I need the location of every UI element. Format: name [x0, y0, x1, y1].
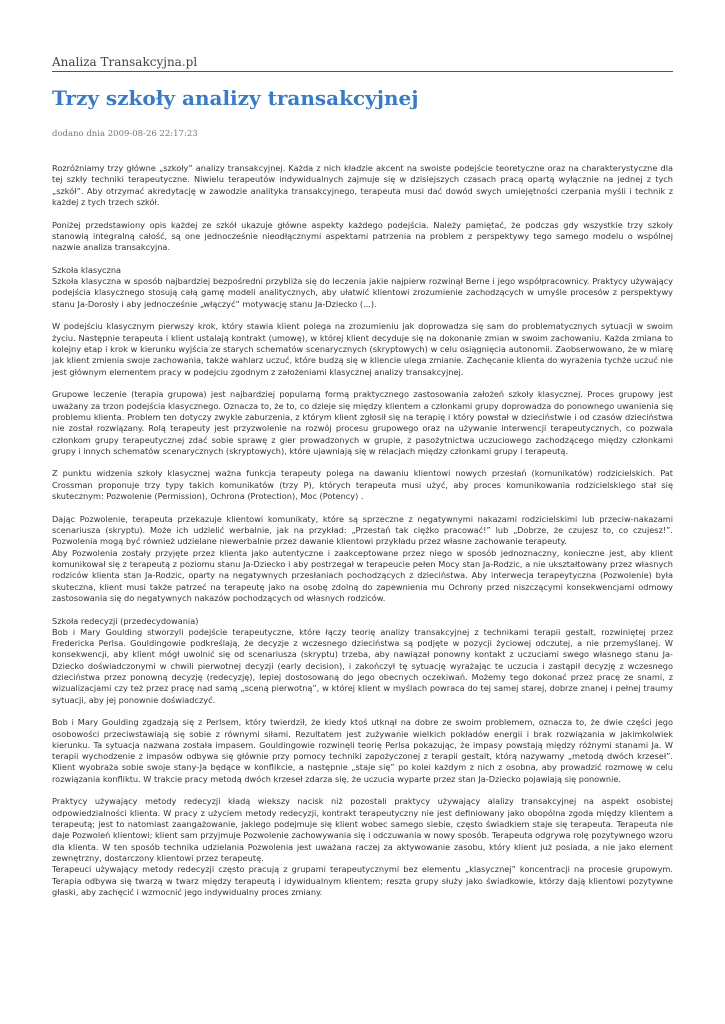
paragraph-group-therapy: Grupowe leczenie (terapia grupowa) jest najbardziej popularną formą praktycznego zastosowania założeń szkoły klasycznej. Proces grupowy jest uważany za trzon podejścia klasycznego. Oznacza to, że to, co dzieje się między klientem a członkami grupy doprowadza do ponownego uwanienia się problemu klienta. Problem ten dotyczy zwykle zaburzenia, z którym klient zgłosił się na terapię i który powstał w dzieciństwie i od czasów dzieciństwa nie został rozwiązany. Rolą terapeuty jest przyzwolenie na rozwój procesu grupowego oraz na używanie interwencji terapeutycznych, co pozwala członkom grupy terapeutycznej zdać sobie sprawę z gier prowadzonych w grupie, z pasożytnictwa uczuciowego zachodzącego między członkami grupy i innych schematów scenarycznych (skryptowych), które ujawniają się w relacjach między członkami grupy i terapeutą. — [52, 389, 673, 456]
article-body — [52, 163, 673, 910]
paragraph-impasse: Bob i Mary Goulding zgadzają się z Perlsem, który twierdził, że kiedy ktoś utknął na dobre ze swoim problemem, oznacza to, że dwie części jego osobowości przeciwstawiają się sobie z równymi siłami. Rezultatem jest zużywanie wielkich pokładów energii i brak rozwiązania w jakimkolwiek kierunku. Ta sytuacja nazwana została impasem. Gouldingowie rozwinęli teorię Perlsa pokazując, że impasy powstają między różnymi stanami Ja. W terapii wychodzenie z impasów odbywa się głównie przy pomocy techniki zapożyczonej z terapii gestalt, którą nazywamy „metodą dwóch krzeseł”. Klient wyobraża sobie swoje stany-Ja będące w konflikcie, a następnie „staje się” po kolei każdym z nich z osobna, aby prowadzić rozmowę w celu rozwiązania konfliktu. W trakcie pracy metodą dwóch krzeseł zdarza się, że uczucia wyparte przez stan Ja-Dziecko pojawiają się ponownie. — [52, 717, 673, 784]
paragraph-group-redecision: Terapeuci używający metody redecyzji często pracują z grupami terapeutycznymi bez elementu „klasycznej” koncentracji na procesie grupowym. Terapia odbywa się twarzą w twarz między terapeutą i idywidualnym klientem; reszta grupy służy jako świadkowie, którzy dają klientowi pozytywne głaski, aby zachęcić i wzmocnić jego indywidualny proces zmiany. — [52, 864, 673, 897]
paragraph-three-p: Z punktu widzenia szkoły klasycznej ważna funkcja terapeuty polega na dawaniu klientowi nowych przesłań (komunikatów) rodzicielskich. Pat Crossman proponuje trzy typy takich komunikatów (trzy P), których terapeuta musi użyć, aby proces komunikowania rodzicielskiego stał się skutecznym: Pozwolenie (Permission), Ochrona (Protection), Moc (Potency) . — [52, 468, 673, 502]
article-title: Trzy szkoły analizy transakcyjnej — [52, 86, 419, 110]
section-heading-redecision: Szkoła redecyzji (przedecydowania) — [52, 615, 199, 626]
paragraph-classic-intro: Szkoła klasyczna w sposób najbardziej bezpośredni przybliża się do leczenia jakie najpierw rozwinął Berne i jego współpracownicy. Praktycy używający podejścia klasycznego stosują całą gamę modeli analitycznych, aby ułatwić klientowi zrozumienie zachodzących w umyśle procesów z perspektywy stanu Ja-Dorosły i aby jednocześnie „włączyć” motywację stanu Ja-Dziecko (...). — [52, 276, 673, 309]
site-title: Analiza Transakcyjna.pl — [52, 55, 198, 69]
paragraph-responsibility: Praktycy używający metody redecyzji kładą wiekszy nacisk niż pozostali praktycy używający alalizy transakcyjnej na aspekt osobistej odpowiedzialności klienta. W pracy z użyciem metody redecyzji, kontrakt terapeutyczny nie jest definiowany jako obopólna zgoda między klientem a terapeutą; jest to natomiast zaangażowanie, jakiego podejmuje się klient wobec samego siebie, często świadkiem staje się terapeuta. Terapeuta nie daje Pozwoleń klientowi; klient sam przyjmuje Pozwolenie zachowywania się i odczuwania w nowy sposób. Terapeuta odgrywa rolę pozytywnego wzoru dla klienta. W ten sposób technika udzielania Pozwolenia jest uważana raczej za aktywowanie zasobu, który klient już posiada, a nie jako element zewnętrzny, dostarczony klientowi przez terapeutę. — [52, 796, 673, 863]
publish-date: dodano dnia 2009-08-26 22:17:23 — [52, 129, 198, 139]
paragraph-classic-steps: W podejściu klasycznym pierwszy krok, który stawia klient polega na zrozumieniu jak doprowadza się sam do problematycznych sytuacji w swoim życiu. Następnie terapeuta i klient ustalają kontrakt (umowę), w której klient decyduje się na dokonanie zmian w swoim zachowaniu. Każda zmiana to kolejny etap i krok w kierunku wyjścia ze starych schematów scenarycznych (skryptowych) w celu osiągnięcia autonomii. Zaobserwowano, że w miarę jak klient zmienia swoje zachowania, także wahlarz uczuć, które budzą się w kliencie ulega zmianie. Zachęcanie klienta do wyrażenia tychże uczuć nie jest głównym elementem pracy w podejciu zgodnym z założeniami klasycznej analizy transakcyjnej. — [52, 321, 673, 377]
paragraph-overview: Poniżej przedstawiony opis każdej ze szkół ukazuje główne aspekty każdego podejścia. Należy pamiętać, że podczas gdy wszystkie trzy szkoły stanowią integralną całość, są one jednocześnie nieodłącznymi aspektami patrzenia na problem z perspektywy tego samego modelu o wspólnej nazwie analiza transakcyjna. — [52, 219, 673, 253]
header-divider — [52, 71, 673, 72]
paragraph-permission-acceptance: Aby Pozwolenia zostały przyjęte przez klienta jako autentyczne i zaakceptowane przez niego w sposób jednoznaczny, konieczne jest, aby klient komunikował się z terapeutą z poziomu stanu Ja-Dziecko i aby postrzegał w terapeucie pełen Mocy stan Ja-Rodzic, a nie ukształtowany przez własnych rodziców klienta stan Ja-Rodzic, oparty na negatywnych przesłaniach pochodzących z dzieciństwa. Aby interwecja terapeytyczna (Pozwolenie) była skuteczna, klient musi także patrzeć na terapeutę jako na osobę zdolną do zapewnienia mu Ochrony przed niszczącymi konsekwencjami odmowy zastosowania się do negatywnych nakazów pochodzących od własnych rodziców. — [52, 547, 673, 603]
section-heading-classic: Szkoła klasyczna — [52, 264, 122, 275]
paragraph-permission: Dając Pozwolenie, terapeuta przekazuje klientowi komunikaty, które są sprzeczne z negatywnymi nakazami rodzicielskimi lub przeciw-nakazami scenariusza (skryptu). Może ich udzielić werbalnie, jak na przykład: „Przestań tak ciężko pracować!” lub „Dobrze, że czujesz to, co czujesz!”. Pozwolenia mogą być również udzielane niewerbalnie przez dawanie klientowi przykładu przez własne zachowanie terapeuty. — [52, 513, 673, 547]
paragraph-intro: Rozróżniamy trzy główne „szkoły” analizy transakcyjnej. Każda z nich kładzie akcent na swoiste podejście teoretyczne oraz na charakterystyczne dla tej szkły techniki terapeutyczne. Niwielu terapeutów indywidualnych zajmuje się w dzisiejszych czasach pracą opartą wyłącznie na jednej z tych „szkół”. Aby otrzymać akredytację w zawodzie analityka transakcyjnego, terapeuta musi dać dowód swych umiejętności czerpania myśli i technik z każdej z tych trzech szkół. — [52, 163, 673, 207]
paragraph-redecision-intro: Bob i Mary Goulding stworzyli podejście terapeutyczne, które łączy teorię analizy transakcyjnej z technikami terapii gestalt, rozwiniętej przez Fredericka Perlsa. Gouldingowie podkreślają, że decyzje z wczesnego dzieciństwa są podjęte w pozycji życiowej odczutej, a nie przemyślanej. W konsekwencji, aby klient mógł uwolnić się od scenariusza (skryptu) trzeba, aby nawiązał ponowny kontakt z uczuciami swego własnego stanu Ja-Dziecko doświadczonymi w chwili pierwotnej decyzji (early decision), i zakończył tę sytuację wyrażając te uczucia i zastąpił decyzję z wczesnego dzieciństwa przez ponowną decyzję (redecyzję), lepiej dostosowaną do jego obecnych oczekiwań. Możemy tego dokonać przez pracę ze snami, z wizualizacjami czy też przez pracę nad samą „sceną pierwotną”, w której klient w myślach powraca do tej samej starej, dobrze znanej i pełnej traumy sytuacji, aby jej ponownie doświadczyć. — [52, 626, 673, 705]
